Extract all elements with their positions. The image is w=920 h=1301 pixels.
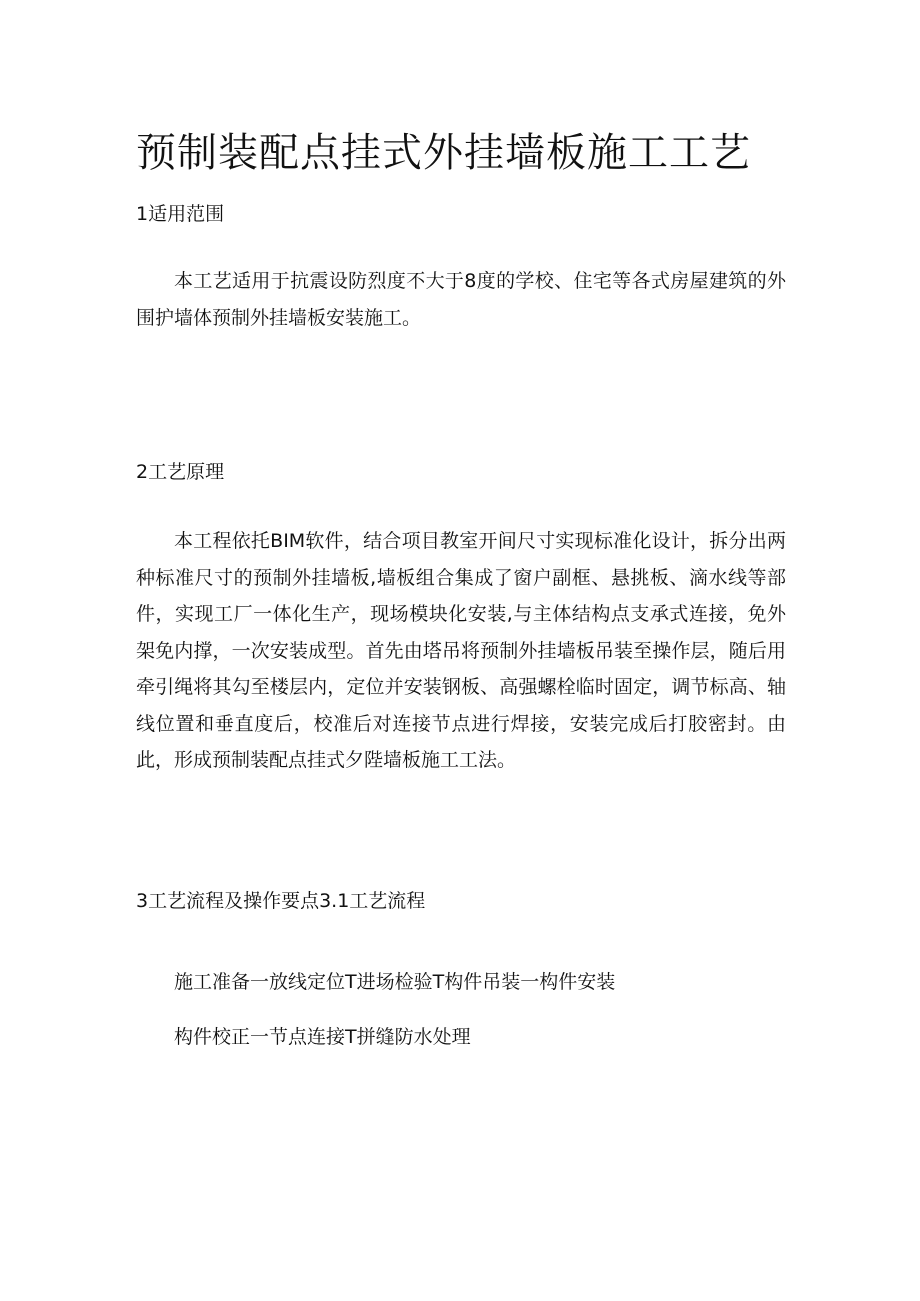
process-flow-line: 施工准备一放线定位T进场检验T构件吊装一构件安装 <box>174 971 616 993</box>
section-paragraph-principle: 本工程依托BIM软件，结合项目教室开间尺寸实现标准化设计，拆分出两种标准尺寸的预制外挂墙板,墙板组合集成了窗户副框、悬挑板、滴水线等部件，实现工厂一体化生产，现场模块化安装,与主体结构点支承式连接，免外架免内撑，一次安装成型。首先由塔吊将预制外挂墙板吊装至操作层，随后用牵引绳将其勾至楼层内，定位并安装钢板、高强螺栓临时固定，调节标高、轴线位置和垂直度后，校准后对连接节点进行焊接，安装完成后打胶密封。由此，形成预制装配点挂式夕陛墙板施工工法。 <box>136 530 786 771</box>
section-heading-process: 3工艺流程及操作要点3.1工艺流程 <box>136 890 426 912</box>
document-title: 预制装配点挂式外挂墙板施工工艺 <box>136 130 751 176</box>
section-heading-principle: 2工艺原理 <box>136 461 225 483</box>
section-paragraph-scope: 本工艺适用于抗震设防烈度不大于8度的学校、住宅等各式房屋建筑的外围护墙体预制外挂墙板安装施工。 <box>136 270 786 329</box>
section-heading-scope: 1适用范围 <box>136 203 225 225</box>
process-flow-line: 构件校正一节点连接T拼缝防水处理 <box>174 1026 471 1048</box>
